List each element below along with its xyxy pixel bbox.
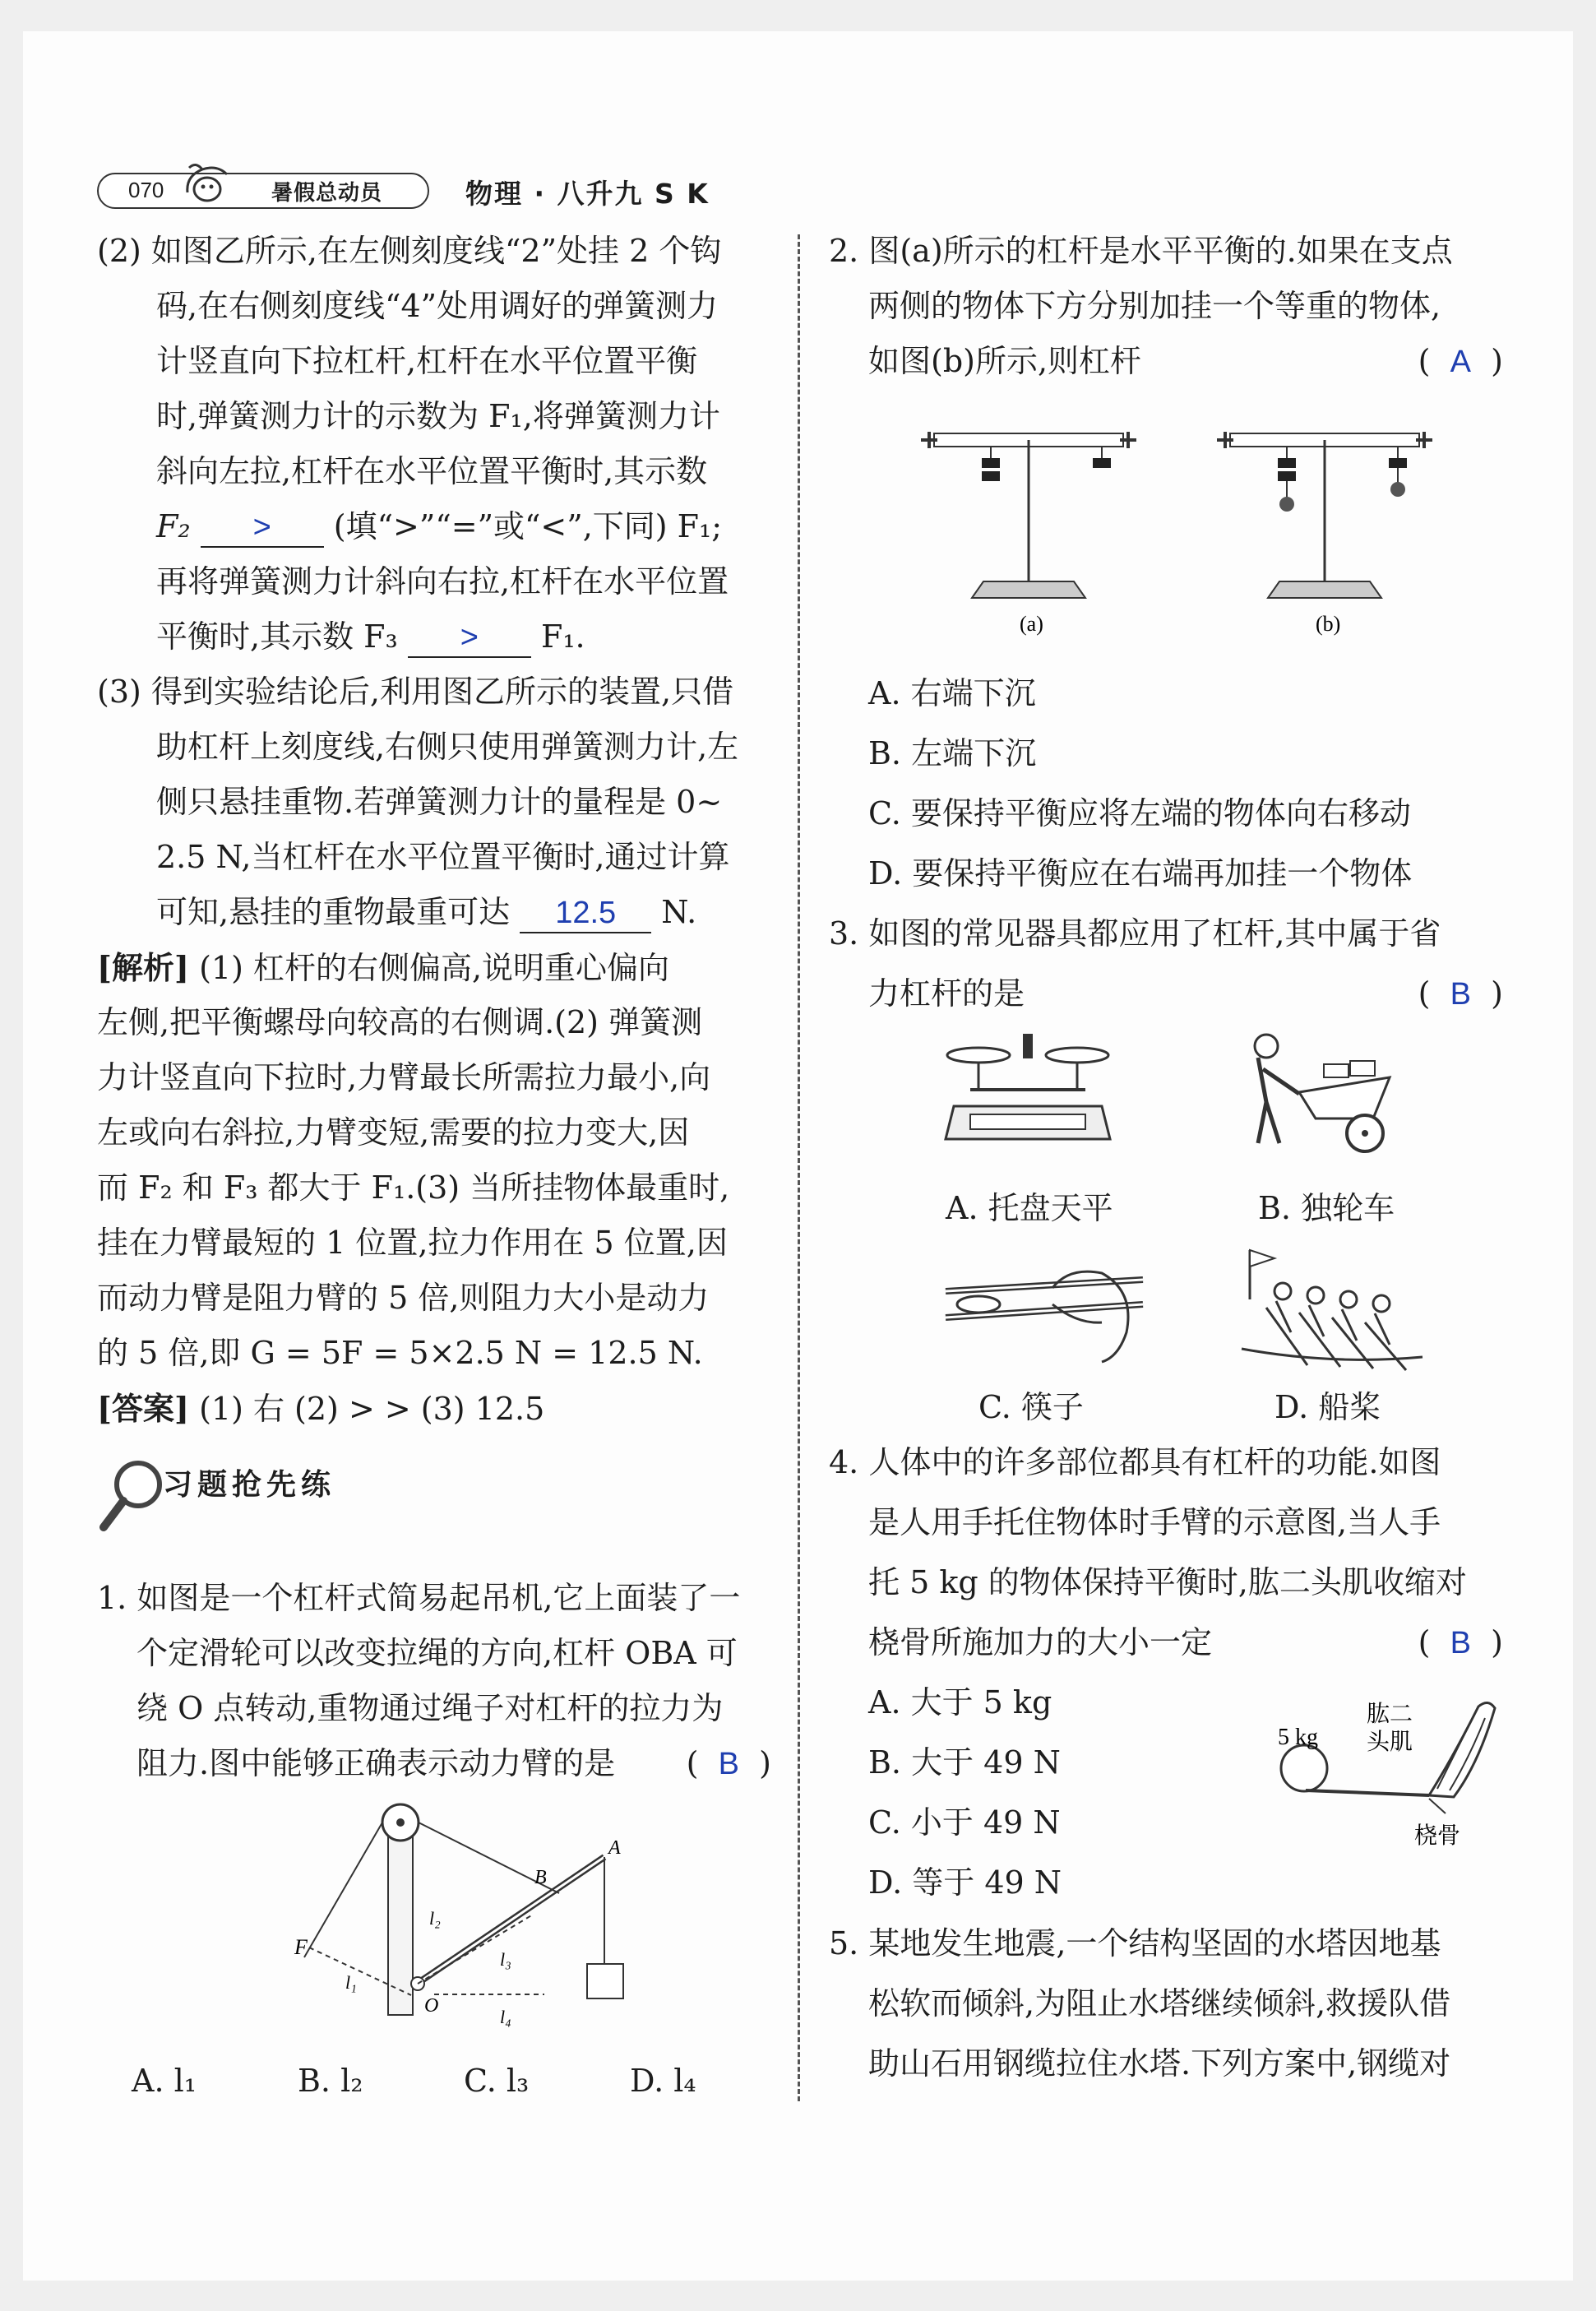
fig-a-label: (a) <box>1020 612 1043 636</box>
q2-line-2: 码,在右侧刻度线“4”处用调好的弹簧测力 <box>156 288 719 324</box>
fig-bone-label: 桡骨 <box>1414 1822 1461 1849</box>
answer-text: (1) 右 (2) > > (3) 12.5 <box>199 1391 545 1427</box>
q3-line-5 <box>97 885 779 940</box>
subject-title: 物理 · 八升九 S K <box>465 178 710 210</box>
f2-blank[interactable] <box>201 510 324 548</box>
q3-line-4: 2.5 N,当杠杆在水平位置平衡时,通过计算 <box>156 839 730 875</box>
p3-answer: B <box>1450 977 1472 1012</box>
p1-line-1: 1. 如图是一个杠杆式简易起吊机,它上面装了一 <box>97 1580 741 1616</box>
analysis-label: [解析] <box>97 949 189 986</box>
label-B: B <box>534 1867 547 1888</box>
answer-line <box>97 1381 779 1436</box>
p4-line-2: 是人用手托住物体时手臂的示意图,当人手 <box>868 1504 1441 1540</box>
f3-blank[interactable] <box>408 620 531 658</box>
wheelbarrow-image <box>1233 1028 1414 1160</box>
p1-line-2: 个定滑轮可以改变拉绳的方向,杠杆 OBA 可 <box>136 1635 738 1671</box>
p2-answer: A <box>1450 345 1472 379</box>
q2-line-4: 时,弹簧测力计的示数为 F₁,将弹簧测力计 <box>156 398 720 434</box>
p1-answer: B <box>718 1747 740 1781</box>
f3-suffix: F₁. <box>540 618 585 655</box>
p1-line-3: 绕 O 点转动,重物通过绳子对杠杆的拉力为 <box>136 1690 724 1726</box>
analysis-text-1: (1) 杠杆的右侧偏高,说明重心偏向 <box>199 950 670 986</box>
lever-b <box>1217 432 1432 636</box>
f2-symbol: F₂ <box>156 508 191 544</box>
f2-answer: > <box>252 510 271 544</box>
analysis-line-1 <box>97 940 779 995</box>
analysis-line-5: 而 F₂ 和 F₃ 都大于 F₁.(3) 当所挂物体最重时, <box>97 1169 730 1206</box>
p4-option-a[interactable]: A. 大于 5 kg <box>868 1684 1052 1721</box>
analysis-line-6: 挂在力臂最短的 1 位置,拉力作用在 5 位置,因 <box>97 1225 728 1261</box>
label-l3: l₃ <box>500 1949 511 1970</box>
p2-line-1: 2. 图(a)所示的杠杆是水平平衡的.如果在支点 <box>829 233 1453 269</box>
brand-title: 暑假总动员 <box>271 181 383 206</box>
p1-option-b[interactable]: B. l₂ <box>298 2063 363 2099</box>
page-header <box>97 164 919 211</box>
p5-line-3: 助山石用钢缆拉住水塔.下列方案中,钢缆对 <box>868 2045 1451 2082</box>
section-title: 习题抢先练 <box>163 1468 336 1502</box>
q3-last-prefix: 可知,悬挂的重物最重可达 <box>156 894 511 930</box>
fig-b-label: (b) <box>1316 612 1341 636</box>
p2-line-3 <box>829 334 1503 389</box>
p2-answer-paren[interactable]: ( A ) <box>1418 343 1503 379</box>
p3-answer-paren[interactable]: ( B ) <box>1418 975 1503 1012</box>
label-O: O <box>424 1995 439 2017</box>
p5-line-2: 松软而倾斜,为阻止水塔继续倾斜,救援队借 <box>868 1985 1451 2022</box>
label-l2: l₂ <box>429 1908 441 1929</box>
chopsticks-image <box>937 1258 1151 1365</box>
p2-options <box>829 666 1503 1026</box>
p4-line-1: 4. 人体中的许多部位都具有杠杆的功能.如图 <box>829 1444 1441 1480</box>
analysis-line-4: 左或向右斜拉,力臂变短,需要的拉力变大,因 <box>97 1114 690 1151</box>
p4-option-d[interactable]: D. 等于 49 N <box>868 1864 1062 1901</box>
label-l1: l₁ <box>345 1972 357 1993</box>
p2-option-a[interactable]: A. 右端下沉 <box>868 675 1036 711</box>
problem-5 <box>829 1916 1503 2096</box>
f3-answer: > <box>460 620 479 655</box>
p1-option-d[interactable]: D. l₄ <box>630 2063 696 2099</box>
answer-label: [答案] <box>97 1390 189 1427</box>
p4-option-c[interactable]: C. 小于 49 N <box>868 1804 1061 1841</box>
p2-option-c[interactable]: C. 要保持平衡应将左端的物体向右移动 <box>868 795 1411 831</box>
q2-line-6 <box>97 499 779 554</box>
label-l4: l₄ <box>500 2007 511 2027</box>
label-F: F <box>294 1935 308 1959</box>
q2-line-3: 计竖直向下拉杠杆,杠杆在水平位置平衡 <box>156 343 698 379</box>
q2-line-1: (2) 如图乙所示,在左侧刻度线“2”处挂 2 个钩 <box>97 233 722 269</box>
fig-muscle-label-1: 肱二 <box>1367 1700 1413 1727</box>
analysis-line-2: 左侧,把平衡螺母向较高的右侧调.(2) 弹簧测 <box>97 1004 703 1040</box>
p3-caption-b[interactable]: B. 独轮车 <box>1258 1190 1395 1226</box>
rowing-image <box>1233 1242 1431 1373</box>
q3-blank[interactable] <box>520 896 651 933</box>
q3-last-suffix: N. <box>661 894 697 930</box>
analysis-line-3: 力计竖直向下拉时,力臂最长所需拉力最小,向 <box>97 1059 711 1095</box>
mascot-icon <box>178 160 243 209</box>
p1-answer-paren[interactable]: ( B ) <box>686 1745 771 1781</box>
p4-line-3: 托 5 kg 的物体保持平衡时,肱二头肌收缩对 <box>868 1564 1467 1600</box>
p3-caption-d[interactable]: D. 船桨 <box>1274 1389 1381 1425</box>
left-column <box>97 224 779 1436</box>
column-divider <box>798 234 800 2101</box>
section-heading <box>97 1452 393 1534</box>
f2-suffix: (填“>”“=”或“<”,下同) F₁; <box>333 508 723 544</box>
analysis-line-8: 的 5 倍,即 G = 5F = 5×2.5 N = 12.5 N. <box>97 1335 703 1371</box>
p3-line-2 <box>829 966 1503 1026</box>
p5-line-1: 5. 某地发生地震,一个结构坚固的水塔因地基 <box>829 1925 1441 1961</box>
p4-option-b[interactable]: B. 大于 49 N <box>868 1744 1061 1781</box>
p2-line-2: 两侧的物体下方分别加挂一个等重的物体, <box>868 288 1441 324</box>
p4-answer-paren[interactable]: ( B ) <box>1418 1624 1503 1660</box>
fig-muscle-label-2: 头肌 <box>1367 1728 1413 1755</box>
p3-caption-c[interactable]: C. 筷子 <box>978 1389 1084 1425</box>
q2-line-8 <box>97 609 779 665</box>
balance-scale-image <box>937 1032 1118 1156</box>
q3-answer: 12.5 <box>555 896 617 930</box>
p2-last: 如图(b)所示,则杠杆 <box>868 343 1142 379</box>
arm-diagram <box>1273 1690 1520 1855</box>
q2-line-7: 再将弹簧测力计斜向右拉,杠杆在水平位置 <box>156 563 729 600</box>
p1-option-c[interactable]: C. l₃ <box>464 2063 530 2099</box>
lever-a <box>921 432 1136 636</box>
p4-line-4 <box>829 1615 1503 1675</box>
p3-last: 力杠杆的是 <box>868 975 1025 1012</box>
fig-mass-label: 5 kg <box>1278 1725 1318 1750</box>
lever-balance-diagram <box>913 415 1455 646</box>
p4-answer: B <box>1450 1626 1472 1660</box>
analysis-line-7: 而动力臂是阻力臂的 5 倍,则阻力大小是动力 <box>97 1280 710 1316</box>
p4-last: 桡骨所施加力的大小一定 <box>868 1624 1213 1660</box>
magnifier-icon <box>97 1452 171 1534</box>
q3-line-2: 助杠杆上刻度线,右侧只使用弹簧测力计,左 <box>156 729 739 765</box>
q3-line-3: 侧只悬挂重物.若弹簧测力计的量程是 0~ <box>156 784 723 820</box>
p2-option-b[interactable]: B. 左端下沉 <box>868 735 1037 771</box>
problem-2 <box>829 224 1503 390</box>
p1-line-4 <box>97 1736 771 1791</box>
p1-last: 阻力.图中能够正确表示动力臂的是 <box>136 1745 616 1781</box>
problem-1 <box>97 1571 771 1792</box>
p1-option-a[interactable]: A. l₁ <box>132 2063 197 2099</box>
crane-diagram <box>280 1793 633 2040</box>
f3-prefix: 平衡时,其示数 F₃ <box>156 618 398 655</box>
p3-caption-a[interactable]: A. 托盘天平 <box>946 1190 1113 1226</box>
q2-line-5: 斜向左拉,杠杆在水平位置平衡时,其示数 <box>156 453 708 489</box>
page-number: 070 <box>128 178 164 202</box>
q3-line-1: (3) 得到实验结论后,利用图乙所示的装置,只借 <box>97 674 734 710</box>
label-A: A <box>608 1837 621 1859</box>
p3-line-1: 3. 如图的常见器具都应用了杠杆,其中属于省 <box>829 915 1441 952</box>
p2-option-d[interactable]: D. 要保持平衡应在右端再加挂一个物体 <box>868 855 1413 892</box>
